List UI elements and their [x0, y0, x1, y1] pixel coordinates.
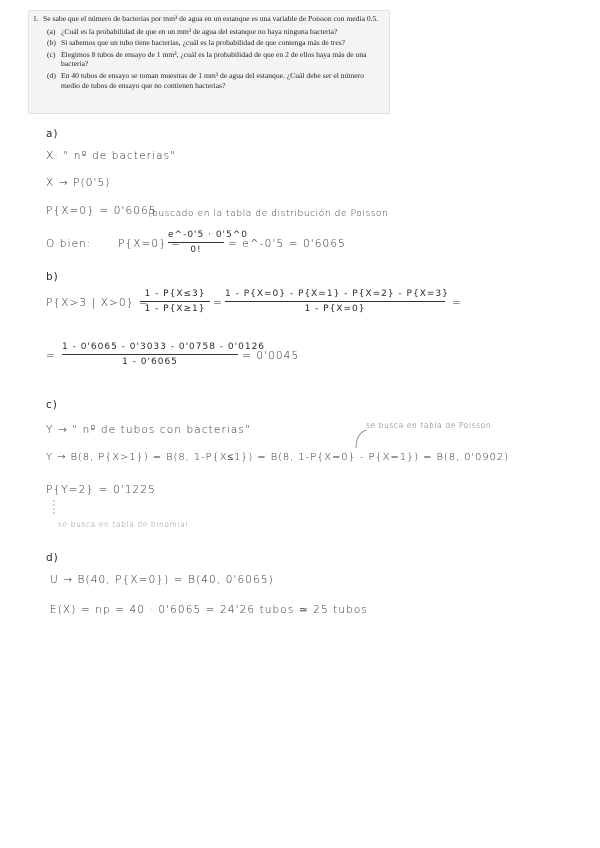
- section-a-label: a): [46, 128, 59, 140]
- section-b-label: b): [46, 271, 59, 283]
- fraction-denominator: 0!: [190, 245, 202, 255]
- problem-number: 1.: [33, 14, 39, 23]
- part-text: ¿Cuál es la probabilidad de que en un mm³ de agua del estanque no haya ninguna bacteria?: [61, 26, 338, 36]
- part-text: En 40 tubos de ensayo se toman muestras de 1 mm³ de agua del estanque. ¿Cuál debe ser el número medio de tubos de ensayo que no contienen bacterias?: [61, 70, 364, 90]
- part-text: Elegimos 8 tubos de ensayo de 1 mm³, ¿cuál es la probabilidad de que en 2 de ellos haya más de una bacteria?: [61, 49, 367, 69]
- section-c-note-2: se busca en tabla de binomial: [58, 520, 188, 529]
- fraction-numerator: 1 - P{X=0} - P{X=1} - P{X=2} - P{X=3}: [225, 289, 445, 302]
- section-a-note: (buscado en la tabla de distribución de Poisson: [148, 209, 389, 219]
- problem-intro-text: Se sabe que el número de bacterias por mm³ de agua en un estanque es una variable de Poisson con media 0.5.: [43, 14, 379, 23]
- section-a-or-label: O bien:: [46, 238, 92, 250]
- section-a-definition: X: " nº de bacterias": [46, 150, 177, 162]
- problem-intro: [33, 14, 383, 24]
- arrow-annotation-icon: [50, 500, 58, 518]
- section-c-note: se busca en tabla de Poisson: [366, 421, 492, 430]
- section-b-equals-2: =: [452, 297, 462, 309]
- part-text: Si sabemos que un tubo tiene bacterias, ¿cuál es la probabilidad de que contenga más de tres?: [61, 38, 346, 48]
- fraction-numerator: 1 - 0'6065 - 0'3033 - 0'0758 - 0'0126: [62, 342, 238, 355]
- section-c-definition: Y → " nº de tubos con bacterias": [46, 424, 251, 436]
- section-a-probability: P{X=0} = 0'6065: [46, 205, 157, 217]
- fraction-denominator: 1 - P{X≥1}: [144, 304, 206, 314]
- problem-part-c: [47, 50, 383, 69]
- problem-statement: [28, 10, 390, 114]
- section-a-or-result: = e^-0'5 = 0'6065: [228, 238, 346, 250]
- fraction-denominator: 1 - P{X=0}: [304, 304, 366, 314]
- section-b-equals-1: =: [213, 297, 223, 309]
- section-b-fraction-2: [225, 289, 449, 314]
- section-b-equals-3: =: [46, 350, 56, 362]
- section-d-expectation: E(X) = np = 40 · 0'6065 = 24'26 tubos ≃ 25 tubos: [50, 604, 369, 616]
- part-label: (d): [47, 70, 56, 80]
- part-label: (a): [47, 26, 56, 36]
- section-a-or-lhs: P{X=0} =: [118, 238, 182, 250]
- problem-parts: [47, 27, 383, 91]
- section-c-probability: P{Y=2} = 0'1225: [46, 484, 156, 496]
- arrow-annotation-icon: [352, 428, 368, 450]
- problem-part-a: [47, 27, 383, 37]
- fraction-denominator: 1 - 0'6065: [122, 357, 178, 367]
- part-label: (b): [47, 38, 56, 48]
- problem-part-d: [47, 71, 383, 90]
- section-c-distribution: Y → B(8, P{X>1}) = B(8, 1-P{X≤1}) = B(8, 1-P{X=0} - P{X=1}) = B(8, 0'0902): [46, 452, 509, 463]
- fraction-numerator: e^-0'5 · 0'5^0: [168, 230, 224, 243]
- section-b-fraction-1: [140, 289, 210, 314]
- fraction-numerator: 1 - P{X≤3}: [140, 289, 210, 302]
- section-d-distribution: U → B(40, P{X=0}) = B(40, 0'6065): [50, 574, 274, 586]
- section-b-fraction-3: [62, 342, 266, 367]
- section-b-result: = 0'0045: [242, 350, 300, 362]
- section-c-label: c): [46, 399, 58, 411]
- problem-part-b: [47, 38, 383, 48]
- section-a-distribution: X → P(0'5): [46, 177, 111, 189]
- part-label: (c): [47, 49, 56, 59]
- section-a-fraction: [168, 230, 249, 255]
- section-b-lhs: P{X>3 | X>0} =: [46, 297, 149, 309]
- section-d-label: d): [46, 552, 59, 564]
